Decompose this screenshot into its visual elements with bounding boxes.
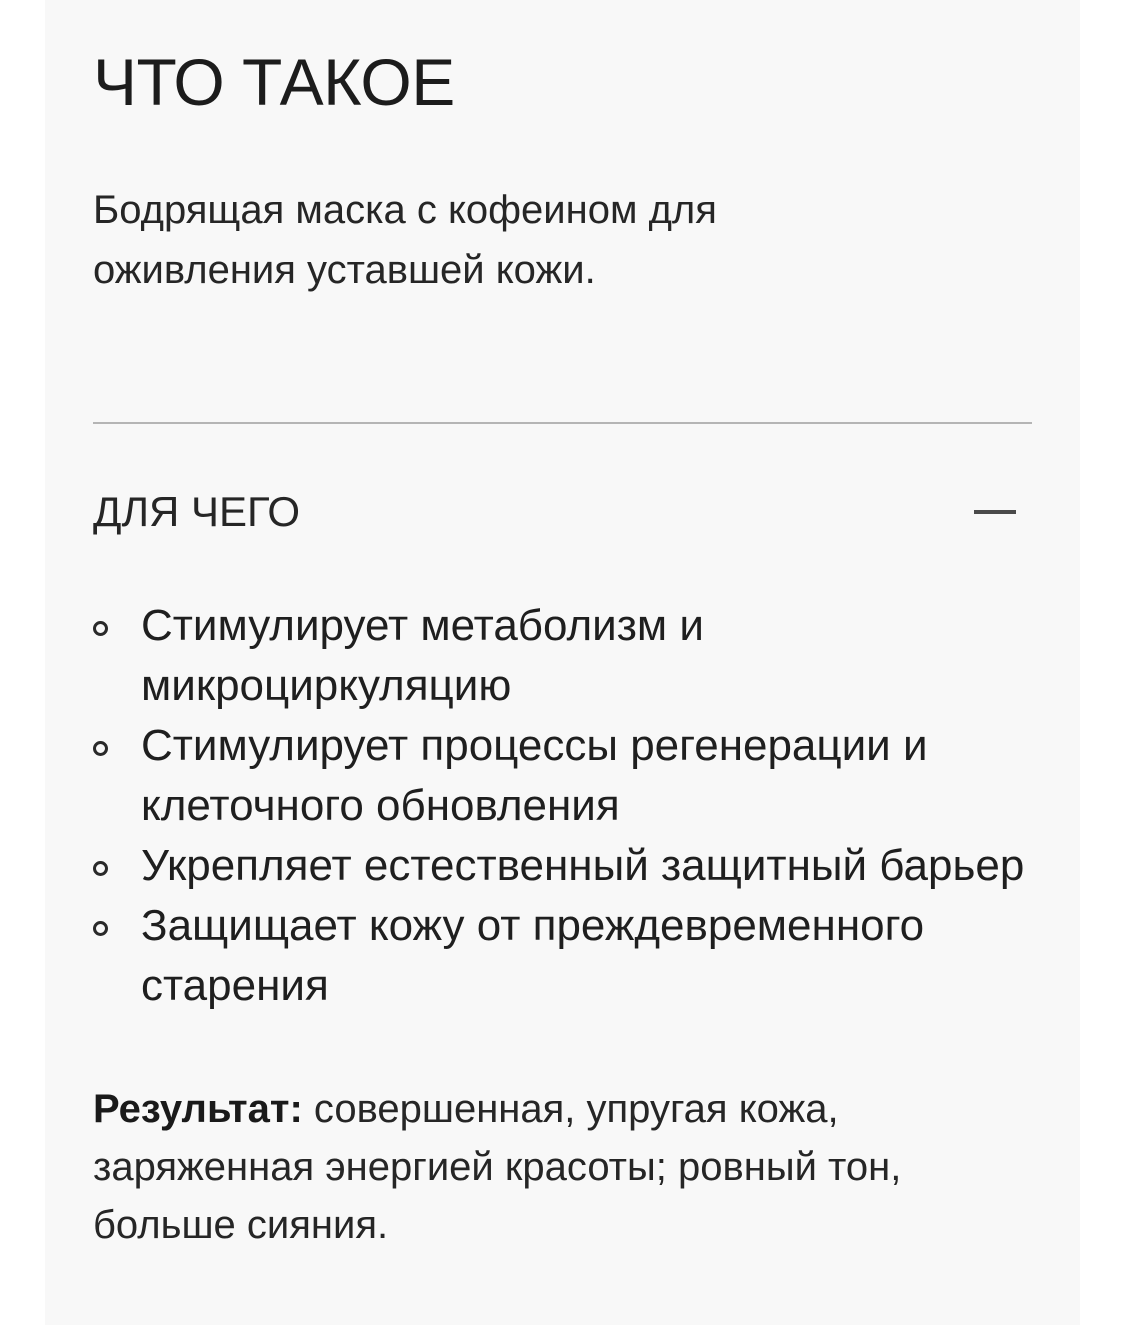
benefit-text: Защищает кожу от преждевременного старения — [141, 901, 925, 1010]
bullet-icon — [93, 741, 108, 756]
list-item — [93, 896, 1032, 1016]
list-item — [93, 596, 1032, 716]
section-divider — [93, 422, 1032, 424]
what-is-it-title: ЧТО ТАКОЕ — [93, 45, 455, 119]
result-text: совершенная, упругая кожа, заряженная энергией красоты; ровный тон, больше сияния. — [93, 1087, 902, 1247]
bullet-icon — [93, 921, 108, 936]
benefit-text: Укрепляет естественный защитный барьер — [141, 841, 1025, 890]
minus-icon[interactable] — [974, 505, 1016, 520]
list-item — [93, 836, 1032, 896]
what-for-accordion-header[interactable] — [93, 480, 1032, 544]
product-info-panel — [45, 0, 1080, 1325]
benefit-text: Стимулирует метаболизм и микроциркуляцию — [141, 601, 704, 710]
result-paragraph — [93, 1080, 1053, 1254]
what-for-title: ДЛЯ ЧЕГО — [93, 488, 301, 535]
result-label: Результат: — [93, 1087, 303, 1131]
benefits-list — [93, 596, 1032, 1016]
benefit-text: Стимулирует процессы регенерации и клеточного обновления — [141, 721, 928, 830]
bullet-icon — [93, 621, 108, 636]
bullet-icon — [93, 861, 108, 876]
what-is-it-description: Бодрящая маска с кофеином для оживления уставшей кожи. — [93, 188, 717, 292]
list-item — [93, 716, 1032, 836]
